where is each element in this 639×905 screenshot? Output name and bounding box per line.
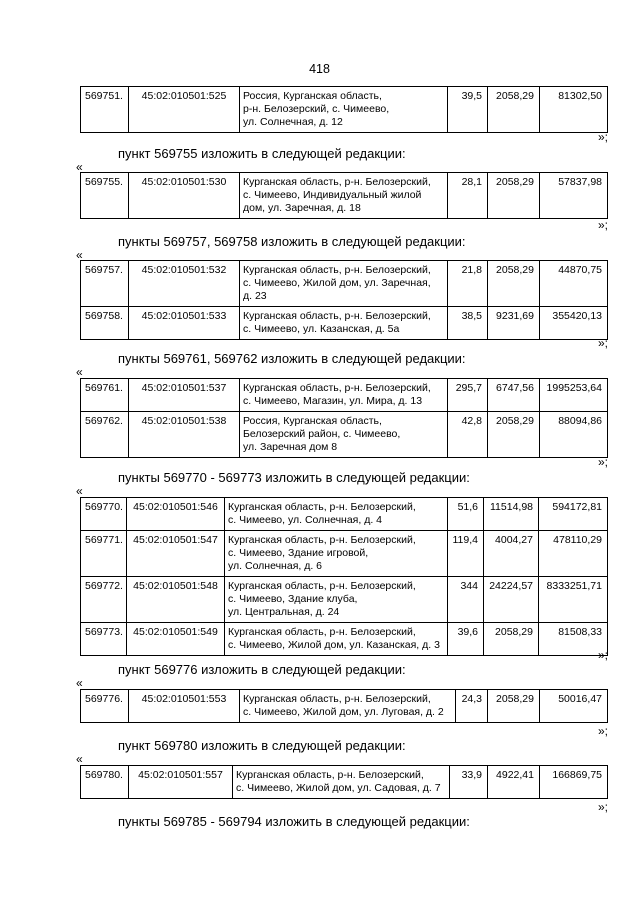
cell-number: 569776.: [81, 690, 129, 723]
cell-cadastral: 45:02:010501:547: [127, 531, 225, 577]
cell-rate: 2058,29: [484, 623, 539, 656]
amendment-heading: пункт 569755 изложить в следующей редакции:: [118, 146, 406, 161]
closing-quote: »;: [598, 724, 609, 738]
cell-rate: 9231,69: [488, 307, 540, 340]
cell-rate: 2058,29: [488, 412, 540, 458]
opening-quote: «: [76, 752, 83, 766]
address-line: с. Чимеево, Здание игровой,: [228, 547, 369, 559]
cell-cadastral: 45:02:010501:537: [129, 379, 240, 412]
cell-area: 39,5: [448, 87, 488, 133]
opening-quote: «: [76, 160, 83, 174]
cell-area: 38,5: [448, 307, 488, 340]
address-line: р-н. Белозерский, с. Чимеево,: [243, 103, 390, 115]
address-line: Курганская область, р-н. Белозерский,: [243, 176, 431, 188]
table-row: [81, 690, 608, 723]
address-line: с. Чимеево, Жилой дом, ул. Заречная,: [243, 277, 431, 289]
closing-quote: »;: [598, 648, 609, 662]
cell-area: 39,6: [448, 623, 484, 656]
cell-area: 119,4: [448, 531, 484, 577]
cell-number: 569772.: [81, 577, 127, 623]
amendment-table: [80, 378, 608, 458]
address-line: с. Чимеево, Жилой дом, ул. Казанская, д. 3: [228, 639, 440, 651]
cell-value: 166869,75: [540, 766, 608, 799]
address-line: ул. Солнечная, д. 6: [228, 560, 323, 572]
address-line: ул. Центральная, д. 24: [228, 606, 340, 618]
cell-address: [233, 766, 450, 799]
cell-value: 81302,50: [540, 87, 608, 133]
amendment-table: [80, 765, 608, 799]
cell-rate: 2058,29: [488, 87, 540, 133]
address-line: с. Чимеево, Жилой дом, ул. Садовая, д. 7: [236, 782, 441, 794]
cell-number: 569755.: [81, 173, 129, 219]
address-line: Курганская область, р-н. Белозерский,: [243, 310, 431, 322]
cell-address: [240, 307, 448, 340]
cell-value: 88094,86: [540, 412, 608, 458]
table-row: [81, 412, 608, 458]
cell-value: 1995253,64: [540, 379, 608, 412]
cell-address: [225, 498, 448, 531]
address-line: Россия, Курганская область,: [243, 90, 382, 102]
address-line: Курганская область, р-н. Белозерский,: [228, 626, 416, 638]
cell-address: [225, 531, 448, 577]
table-row: [81, 173, 608, 219]
address-line: ул. Заречная дом 8: [243, 441, 338, 453]
amendment-table: [80, 497, 608, 656]
cell-value: 44870,75: [540, 261, 608, 307]
address-line: с. Чимеево, ул. Казанская, д. 5а: [243, 323, 400, 335]
address-line: Россия, Курганская область,: [243, 415, 382, 427]
cell-number: 569758.: [81, 307, 129, 340]
amendment-heading: пункт 569776 изложить в следующей редакции:: [118, 662, 406, 677]
cell-address: [240, 173, 448, 219]
cell-address: [225, 623, 448, 656]
cell-area: 33,9: [450, 766, 488, 799]
cell-address: [240, 261, 448, 307]
table-row: [81, 379, 608, 412]
table-row: [81, 766, 608, 799]
amendment-heading: пункты 569761, 569762 изложить в следующей редакции:: [118, 351, 466, 366]
address-line: с. Чимеево, ул. Солнечная, д. 4: [228, 514, 382, 526]
address-line: с. Чимеево, Индивидуальный жилой: [243, 189, 422, 201]
amendment-heading: пункты 569785 - 569794 изложить в следующей редакции:: [118, 814, 470, 829]
table-row: [81, 498, 608, 531]
cell-cadastral: 45:02:010501:553: [129, 690, 240, 723]
closing-quote: »;: [598, 455, 609, 469]
cell-cadastral: 45:02:010501:525: [129, 87, 240, 133]
address-line: Курганская область, р-н. Белозерский,: [236, 769, 424, 781]
cell-area: 28,1: [448, 173, 488, 219]
closing-quote: »;: [598, 336, 609, 350]
cell-area: 24,3: [456, 690, 488, 723]
opening-quote: «: [76, 676, 83, 690]
closing-quote: »;: [598, 218, 609, 232]
cell-cadastral: 45:02:010501:548: [127, 577, 225, 623]
cell-rate: 6747,56: [488, 379, 540, 412]
cell-number: 569771.: [81, 531, 127, 577]
table-row: [81, 623, 608, 656]
cell-address: [225, 577, 448, 623]
table-row: [81, 87, 608, 133]
opening-quote: «: [76, 365, 83, 379]
cell-cadastral: 45:02:010501:546: [127, 498, 225, 531]
cell-address: [240, 690, 456, 723]
cell-number: 569770.: [81, 498, 127, 531]
cell-cadastral: 45:02:010501:533: [129, 307, 240, 340]
cell-number: 569761.: [81, 379, 129, 412]
page-number: 418: [309, 62, 330, 76]
cell-value: 50016,47: [540, 690, 608, 723]
cell-cadastral: 45:02:010501:538: [129, 412, 240, 458]
cell-address: [240, 87, 448, 133]
cell-value: 8333251,71: [539, 577, 608, 623]
cell-number: 569773.: [81, 623, 127, 656]
cell-rate: 11514,98: [484, 498, 539, 531]
address-line: Курганская область, р-н. Белозерский,: [243, 382, 431, 394]
cell-value: 594172,81: [539, 498, 608, 531]
cell-number: 569751.: [81, 87, 129, 133]
amendment-table: [80, 86, 608, 133]
amendment-table: [80, 172, 608, 219]
cell-rate: 2058,29: [488, 173, 540, 219]
address-line: Курганская область, р-н. Белозерский,: [243, 264, 431, 276]
cell-address: [240, 379, 448, 412]
table-row: [81, 261, 608, 307]
opening-quote: «: [76, 248, 83, 262]
amendment-heading: пункты 569770 - 569773 изложить в следующей редакции:: [118, 470, 470, 485]
address-line: Курганская область, р-н. Белозерский,: [243, 693, 431, 705]
address-line: Белозерский район, с. Чимеево,: [243, 428, 401, 440]
address-line: Курганская область, р-н. Белозерский,: [228, 534, 416, 546]
amendment-table: [80, 689, 608, 723]
closing-quote: »;: [598, 130, 609, 144]
cell-area: 21,8: [448, 261, 488, 307]
address-line: с. Чимеево, Здание клуба,: [228, 593, 358, 605]
cell-rate: 4004,27: [484, 531, 539, 577]
cell-value: 355420,13: [540, 307, 608, 340]
cell-number: 569762.: [81, 412, 129, 458]
cell-number: 569757.: [81, 261, 129, 307]
cell-cadastral: 45:02:010501:532: [129, 261, 240, 307]
address-line: д. 23: [243, 290, 267, 302]
amendment-table: [80, 260, 608, 340]
amendment-heading: пункт 569780 изложить в следующей редакции:: [118, 738, 406, 753]
address-line: Курганская область, р-н. Белозерский,: [228, 501, 416, 513]
cell-area: 42,8: [448, 412, 488, 458]
address-line: Курганская область, р-н. Белозерский,: [228, 580, 416, 592]
cell-address: [240, 412, 448, 458]
cell-cadastral: 45:02:010501:530: [129, 173, 240, 219]
table-row: [81, 307, 608, 340]
opening-quote: «: [76, 484, 83, 498]
address-line: с. Чимеево, Магазин, ул. Мира, д. 13: [243, 395, 423, 407]
cell-cadastral: 45:02:010501:557: [129, 766, 233, 799]
address-line: с. Чимеево, Жилой дом, ул. Луговая, д. 2: [243, 706, 444, 718]
cell-value: 478110,29: [539, 531, 608, 577]
cell-rate: 2058,29: [488, 261, 540, 307]
cell-value: 57837,98: [540, 173, 608, 219]
closing-quote: »;: [598, 800, 609, 814]
cell-rate: 2058,29: [488, 690, 540, 723]
amendment-heading: пункты 569757, 569758 изложить в следующей редакции:: [118, 234, 466, 249]
cell-cadastral: 45:02:010501:549: [127, 623, 225, 656]
cell-area: 295,7: [448, 379, 488, 412]
cell-area: 344: [448, 577, 484, 623]
address-line: ул. Солнечная, д. 12: [243, 116, 343, 128]
address-line: дом, ул. Заречная, д. 18: [243, 202, 361, 214]
cell-rate: 24224,57: [484, 577, 539, 623]
cell-value: 81508,33: [539, 623, 608, 656]
table-row: [81, 577, 608, 623]
cell-number: 569780.: [81, 766, 129, 799]
cell-area: 51,6: [448, 498, 484, 531]
table-row: [81, 531, 608, 577]
cell-rate: 4922,41: [488, 766, 540, 799]
